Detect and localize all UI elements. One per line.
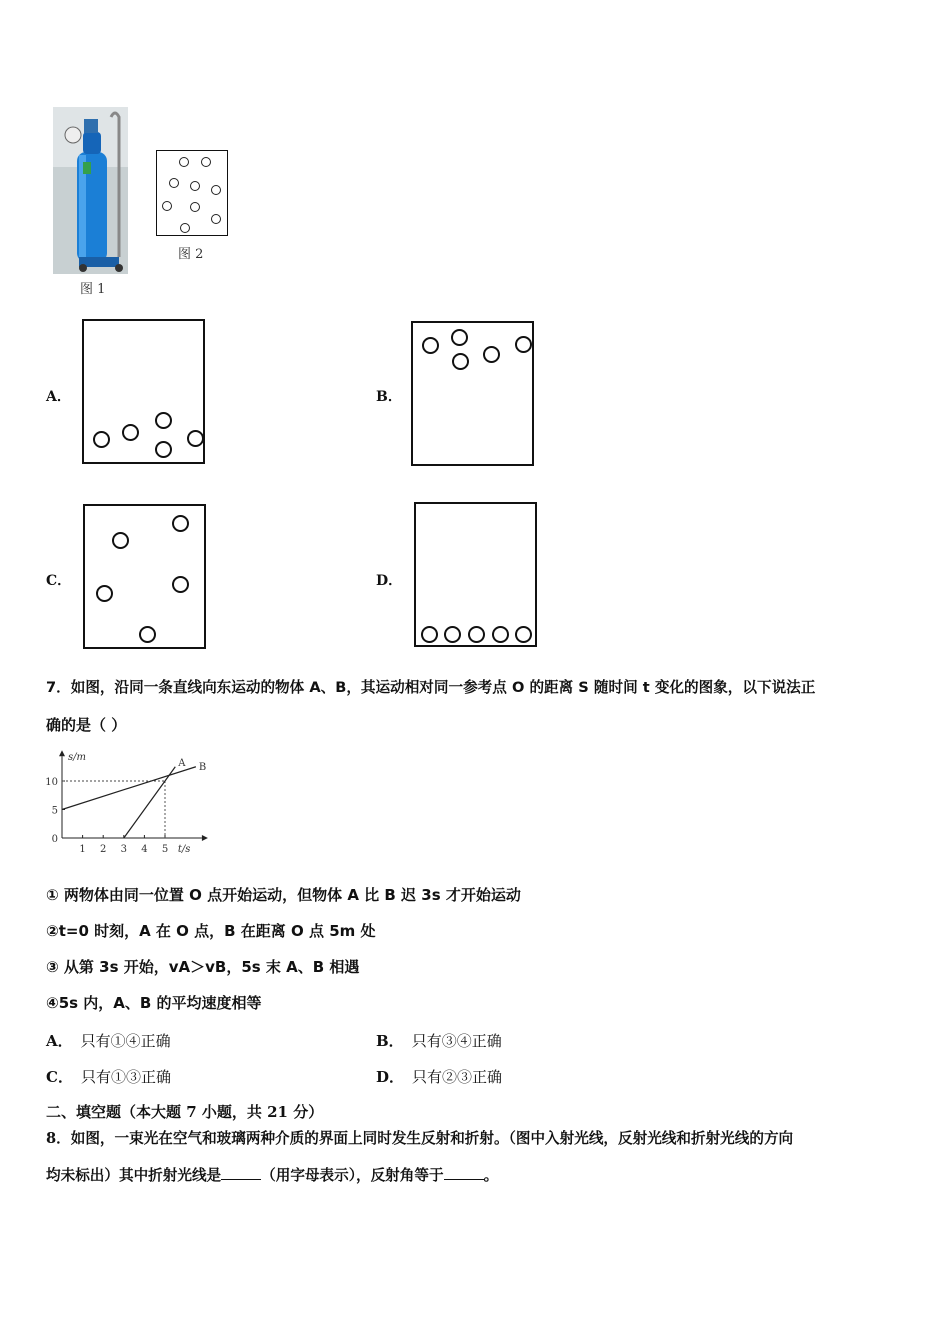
choice-text: 只有①③正确 [80,1068,171,1086]
answer-blank[interactable] [221,1165,261,1180]
series-label-b: B [198,761,207,773]
y-axis-label: s/m [68,752,86,764]
y-axis-arrow [59,750,65,756]
molecule [451,329,468,346]
molecule [179,157,189,167]
option-a-label[interactable]: A． [46,389,71,405]
option-d-label[interactable]: D． [376,573,403,589]
molecule [162,201,172,211]
option-b-label[interactable]: B． [376,389,402,405]
molecule [93,431,110,448]
molecule [483,346,500,363]
option-b-box[interactable] [411,321,534,466]
q7-choice-d[interactable] [376,1066,502,1087]
x-tick-label: 1 [79,844,86,855]
option-a-box[interactable] [82,319,205,464]
molecule [201,157,211,167]
series-line-b [62,767,196,810]
option-c-label[interactable]: C． [46,573,72,589]
series-line-a [124,767,176,838]
choice-letter: D． [376,1068,405,1086]
molecule [421,626,438,643]
molecule [172,515,189,532]
choice-text: 只有②③正确 [412,1068,503,1086]
x-axis-arrow [202,835,208,841]
series-label-a: A [178,757,186,769]
molecule [169,178,179,188]
section-2-title: 二、填空题（本大题 7 小题，共 21 分） [46,1103,324,1121]
molecule [155,441,172,458]
molecule [422,337,439,354]
choice-letter: C． [46,1068,73,1086]
q8-line-2 [46,1164,498,1185]
molecule [187,430,204,447]
molecule [211,185,221,195]
option-c-box[interactable] [83,504,206,649]
molecule [492,626,509,643]
q7-statement-2: ②t=0 时刻，A 在 O 点，B 在距离 O 点 5m 处 [46,922,376,940]
figure-1-cylinder-photo [53,107,128,274]
molecule [190,181,200,191]
y-tick-label: 10 [45,777,58,788]
q7-statement-3: ③ 从第 3s 开始，vA＞vB，5s 末 A、B 相遇 [46,958,360,976]
q8-text-b: （用字母表示），反射角等于 [261,1167,444,1184]
molecule [190,202,200,212]
q7-stem-line-1: 7．如图，沿同一条直线向东运动的物体 A、B，其运动相对同一参考点 O 的距离 S 随时间 t 变化的图象，以下说法正 [46,679,816,696]
y-tick-label: 5 [51,805,58,817]
x-tick-label: 2 [100,844,107,855]
figure-2-caption: 图 2 [178,247,204,262]
molecule [122,424,139,441]
q7-choice-b[interactable] [376,1030,502,1051]
figure-1-caption: 图 1 [80,282,106,297]
q7-choice-a[interactable] [46,1030,171,1051]
molecule [155,412,172,429]
q8-text-c: 。 [483,1167,499,1184]
y-tick-label: 0 [51,834,58,845]
q7-statement-1: ① 两物体由同一位置 O 点开始运动，但物体 A 比 B 迟 3s 才开始运动 [46,886,521,904]
choice-letter: B． [376,1032,404,1050]
choice-letter: A． [46,1032,73,1050]
choice-text: 只有③④正确 [411,1032,502,1050]
molecule [96,585,113,602]
q8-text-a: 均未标出）其中折射光线是 [46,1167,222,1184]
answer-blank[interactable] [444,1165,484,1180]
molecule [444,626,461,643]
molecule [515,336,532,353]
x-axis-label: t/s [177,844,191,855]
option-d-box[interactable] [414,502,537,647]
figure-2-box [156,150,228,236]
s-t-graph [40,745,230,860]
molecule [452,353,469,370]
x-tick-label: 5 [161,844,169,855]
molecule [139,626,156,643]
molecule [515,626,532,643]
q7-choice-c[interactable] [46,1066,171,1087]
choice-text: 只有①④正确 [80,1032,171,1050]
molecule [211,214,221,224]
molecule [468,626,485,643]
molecule [112,532,129,549]
molecule [180,223,190,233]
q8-line-1: 8．如图，一束光在空气和玻璃两种介质的界面上同时发生反射和折射。（图中入射光线，反射光线和折射光线的方向 [46,1130,794,1147]
x-tick-label: 4 [141,844,148,855]
x-tick-label: 3 [120,844,127,855]
q7-statement-4: ④5s 内，A、B 的平均速度相等 [46,994,262,1012]
molecule [172,576,189,593]
q7-stem-line-2: 确的是（ ） [46,716,127,734]
